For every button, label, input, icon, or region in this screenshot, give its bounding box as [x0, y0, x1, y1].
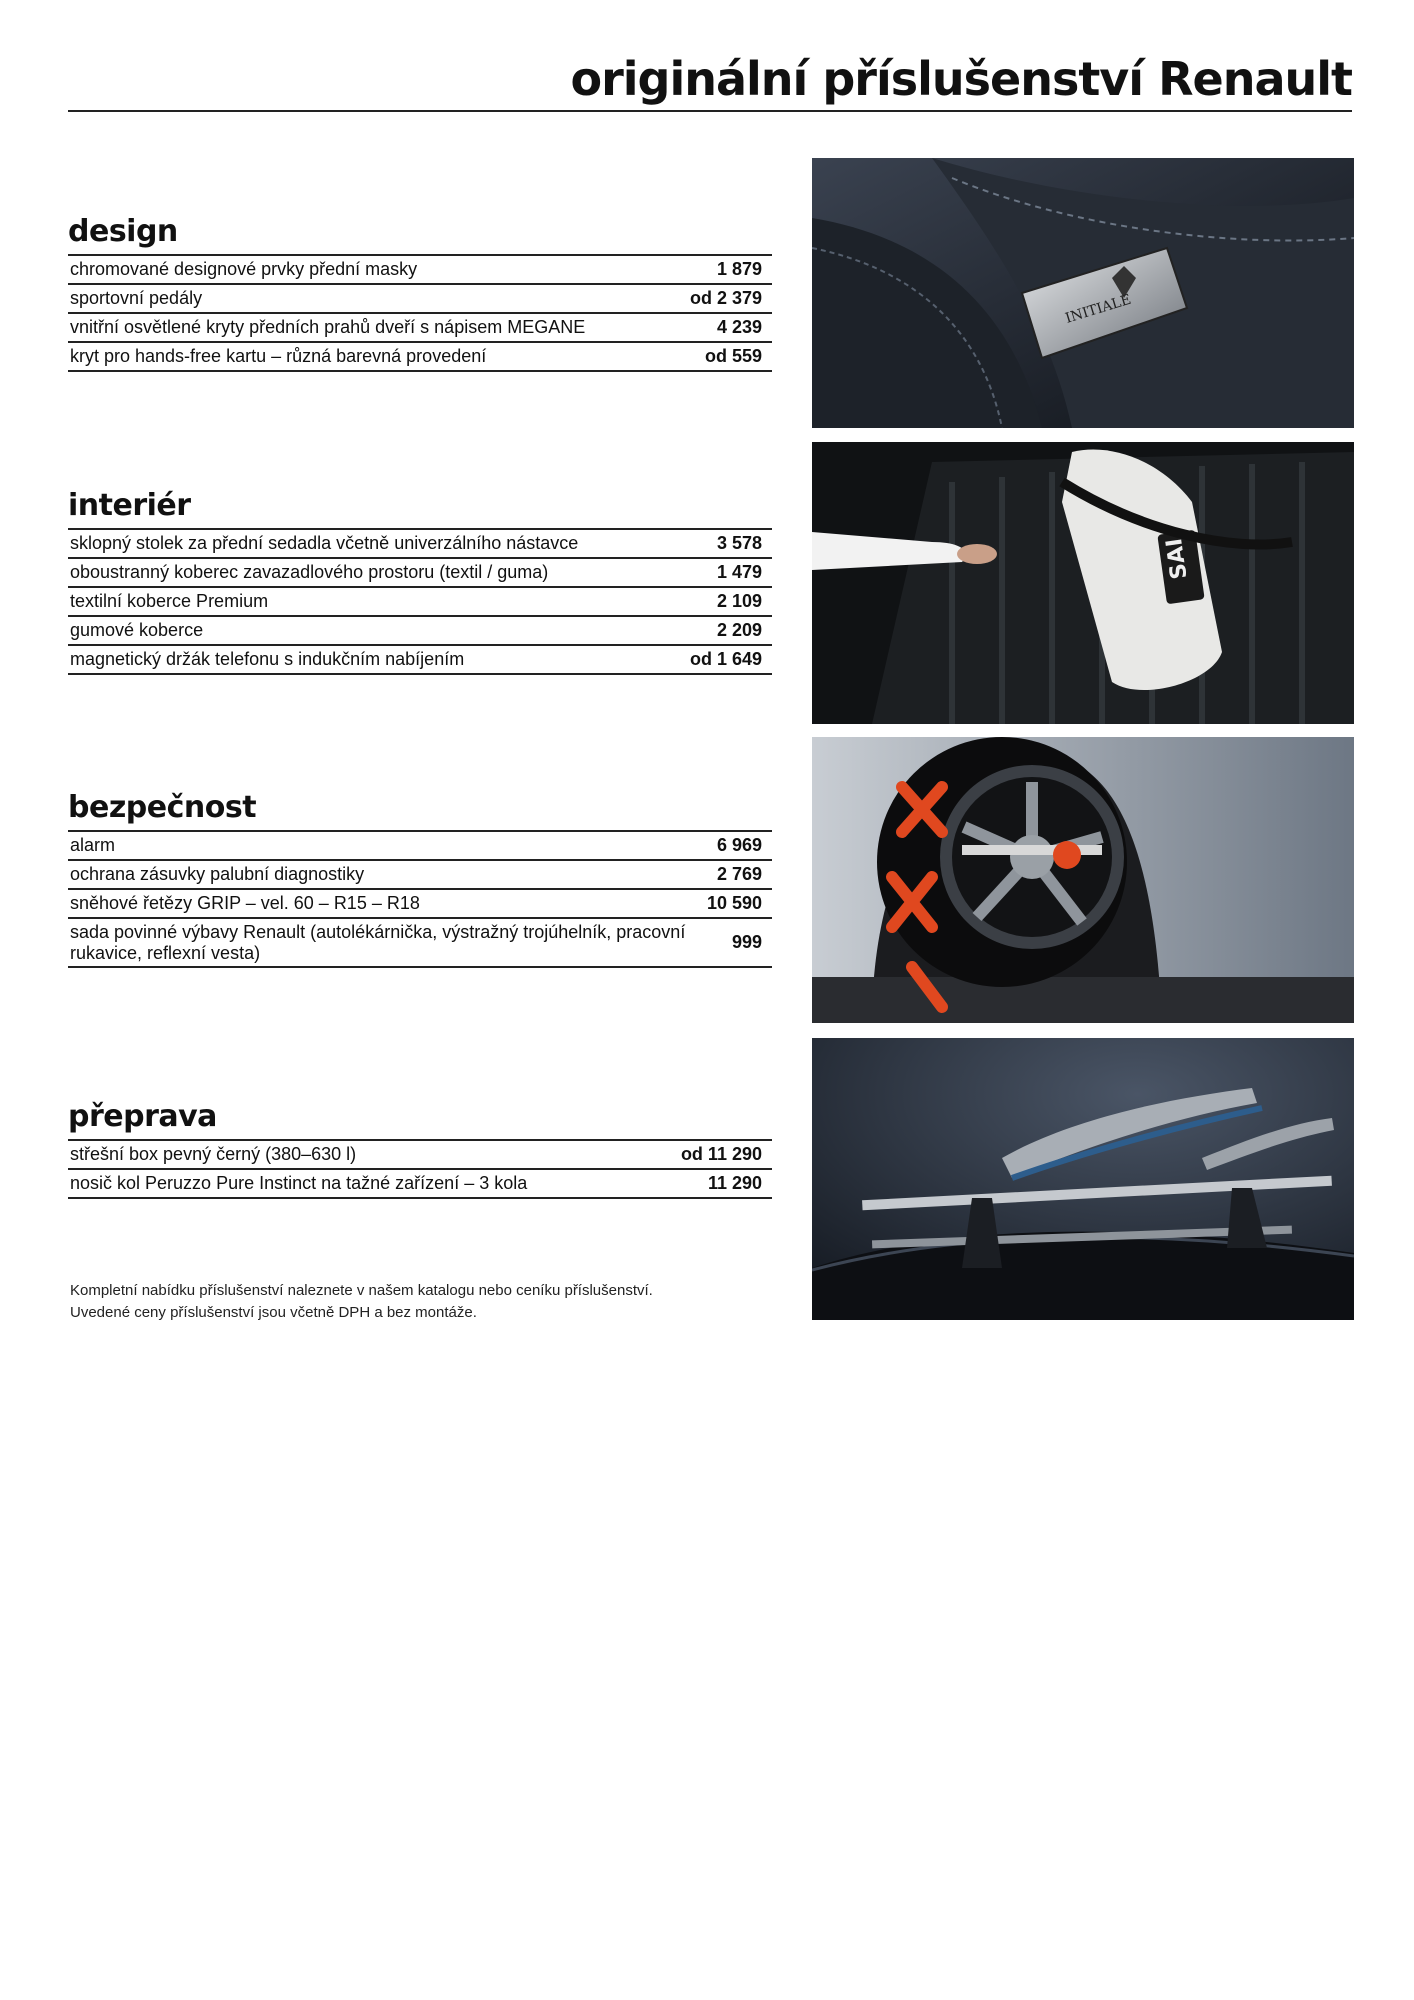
- item-name: chromované designové prvky přední masky: [70, 259, 418, 279]
- item-price: 3 578: [716, 533, 762, 553]
- item-name: sněhové řetězy GRIP – vel. 60 – R15 – R18: [70, 893, 420, 913]
- list-item: [68, 890, 772, 919]
- footnote-line: Uvedené ceny příslušenství jsou včetně DPH a bez montáže.: [70, 1304, 477, 1321]
- item-price: 1 479: [716, 562, 762, 582]
- list-item: [68, 559, 772, 588]
- item-price: od 2 379: [689, 288, 762, 308]
- list-item: [68, 314, 772, 343]
- section-transport: [68, 1097, 772, 1199]
- list-item: [68, 285, 772, 314]
- item-name: kryt pro hands-free kartu – různá barevná provedení: [70, 346, 487, 366]
- wheel-icon: [877, 737, 1127, 987]
- item-name: gumové koberce: [70, 620, 204, 640]
- list-item: [68, 919, 772, 968]
- price-list: [68, 1139, 772, 1199]
- photo-roof-rack: [812, 1038, 1354, 1320]
- item-name: střešní box pevný černý (380–630 l): [70, 1144, 357, 1164]
- item-name: sada povinné výbavy Renault (autolékárnička, výstražný trojúhelník, pracovní rukavice, reflexní vesta): [70, 921, 686, 963]
- list-item: [68, 588, 772, 617]
- item-price: 2 209: [716, 620, 762, 640]
- list-item: [68, 1141, 772, 1170]
- item-name: vnitřní osvětlené kryty předních prahů dveří s nápisem MEGANE: [70, 317, 586, 337]
- price-list: [68, 830, 772, 968]
- bag-label: SAI: [1162, 536, 1193, 581]
- item-price: 1 879: [716, 259, 762, 279]
- section-title: bezpečnost: [68, 790, 257, 825]
- title-divider: [68, 110, 1352, 112]
- list-item: [68, 646, 772, 675]
- list-item: [68, 256, 772, 285]
- list-item: [68, 832, 772, 861]
- item-price: 4 239: [716, 317, 762, 337]
- footnote-line: Kompletní nabídku příslušenství naleznete v našem katalogu nebo ceníku příslušenství.: [70, 1282, 653, 1299]
- price-list: [68, 528, 772, 675]
- section-title: interiér: [68, 488, 191, 523]
- item-name: nosič kol Peruzzo Pure Instinct na tažné zařízení – 3 kola: [70, 1173, 528, 1193]
- item-price: 2 769: [716, 864, 762, 884]
- item-name: ochrana zásuvky palubní diagnostiky: [70, 864, 365, 884]
- keycard-label: INITIALE: [1063, 291, 1134, 327]
- item-price: 11 290: [707, 1173, 762, 1193]
- photo-keycard-armrest: [812, 158, 1354, 428]
- item-price: 10 590: [706, 893, 762, 913]
- list-item: [68, 530, 772, 559]
- item-price: 2 109: [716, 591, 762, 611]
- list-item: [68, 1170, 772, 1199]
- item-name: sportovní pedály: [70, 288, 203, 308]
- item-price: 999: [731, 932, 762, 952]
- item-name: alarm: [70, 835, 116, 855]
- section-interior: [68, 486, 772, 675]
- list-item: [68, 343, 772, 372]
- photo-trunk-mat: [812, 442, 1354, 724]
- item-name: oboustranný koberec zavazadlového prostoru (textil / guma): [70, 562, 549, 582]
- footnote: [70, 1280, 770, 1324]
- item-price: od 1 649: [689, 649, 762, 669]
- section-safety: [68, 788, 772, 968]
- price-list: [68, 254, 772, 372]
- list-item: [68, 617, 772, 646]
- section-title: design: [68, 214, 178, 249]
- item-price: od 559: [704, 346, 762, 366]
- list-item: [68, 861, 772, 890]
- item-price: od 11 290: [680, 1144, 762, 1164]
- section-title: přeprava: [68, 1099, 217, 1134]
- photo-snow-chains: [812, 737, 1354, 1023]
- section-design: [68, 212, 772, 372]
- item-name: textilní koberce Premium: [70, 591, 269, 611]
- item-price: 6 969: [716, 835, 762, 855]
- item-name: sklopný stolek za přední sedadla včetně univerzálního nástavce: [70, 533, 579, 553]
- page-title: originální příslušenství Renault: [570, 52, 1352, 106]
- item-name: magnetický držák telefonu s indukčním nabíjením: [70, 649, 465, 669]
